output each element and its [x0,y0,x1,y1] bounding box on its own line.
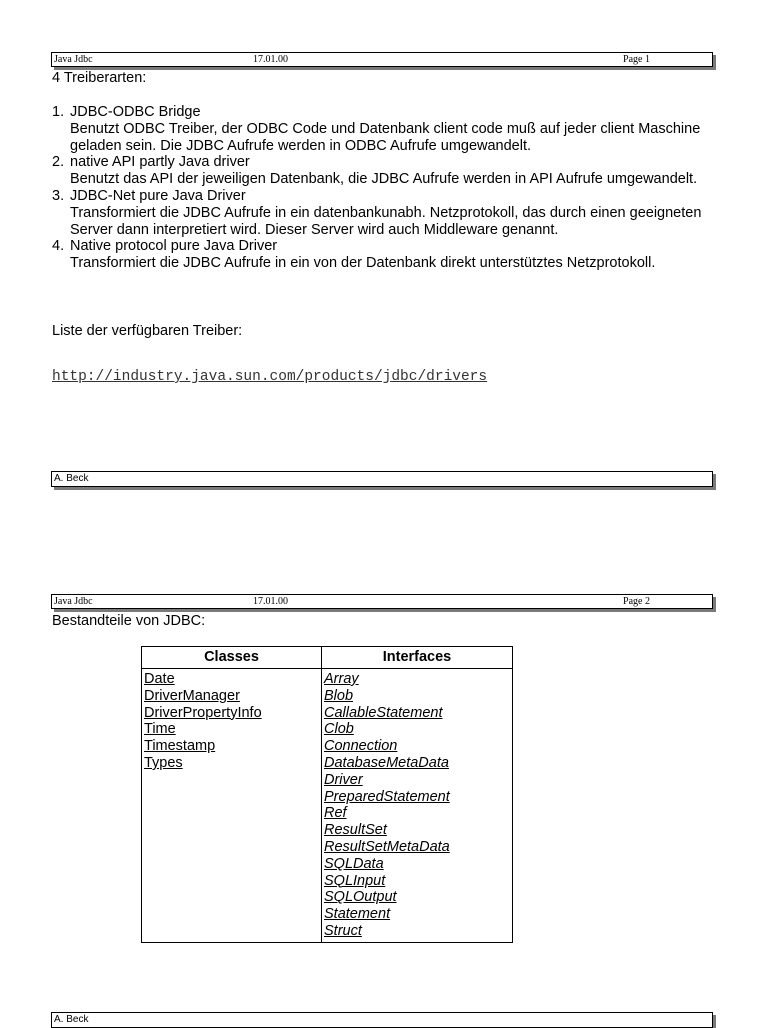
page-1-heading: 4 Treiberarten: [52,70,147,86]
interface-link[interactable]: SQLInput [324,872,386,889]
table-row [142,669,513,943]
class-link[interactable]: Types [144,754,183,771]
list-item [52,238,732,272]
interface-link[interactable]: Ref [324,805,347,822]
class-link[interactable]: DriverPropertyInfo [144,704,262,721]
interface-link[interactable]: SQLData [324,855,384,872]
page-2-heading: Bestandteile von JDBC: [52,613,206,629]
driver-list-label: Liste der verfügbaren Treiber: [52,323,243,339]
interface-link[interactable]: Blob [324,687,354,704]
interface-link[interactable]: Connection [324,738,398,755]
class-link[interactable]: DriverManager [144,687,240,704]
drivers-url-link[interactable]: http://industry.java.sun.com/products/jdbc/drivers [52,369,488,385]
page-2-footer [51,1012,713,1028]
header-page-number: Page 2 [623,596,650,607]
driver-description: Benutzt ODBC Treiber, der ODBC Code und Datenbank client code muß auf jeder client Maschine [70,120,701,137]
interface-link[interactable]: ResultSet [324,822,387,839]
list-item [52,188,732,238]
interfaces-column-header: Interfaces [322,647,513,669]
class-link[interactable]: Time [144,721,176,738]
interface-link[interactable]: Clob [324,721,354,738]
interface-link[interactable]: Struct [324,922,362,939]
interface-link[interactable]: Statement [324,906,391,923]
interface-link[interactable]: CallableStatement [324,704,443,721]
header-page-number: Page 1 [623,54,650,65]
driver-types-list [52,104,732,272]
list-item [52,154,732,188]
table-header-row [142,647,513,669]
classes-cell [142,669,322,943]
class-link[interactable]: Date [144,671,175,687]
jdbc-components-table [141,646,513,943]
driver-title: native API partly Java driver [70,154,250,171]
footer-author: A. Beck [54,1014,89,1025]
driver-description: Server dann interpretiert wird. Dieser Server wird auch Middleware genannt. [70,221,559,238]
driver-title: JDBC-Net pure Java Driver [70,187,246,204]
interface-link[interactable]: Driver [324,771,363,788]
interface-link[interactable]: DatabaseMetaData [324,754,449,771]
list-item [52,104,732,154]
page-1-footer [51,471,713,487]
driver-description: Benutzt das API der jeweiligen Datenbank, die JDBC Aufrufe werden in API Aufrufe umgewandelt. [70,171,698,188]
list-number: 3. [52,187,65,204]
header-doc-title: Java Jdbc [54,596,93,607]
page-2-header [51,594,713,609]
page-1-header [51,52,713,67]
list-number: 1. [52,104,65,120]
interface-link[interactable]: Array [324,671,359,687]
driver-description: Transformiert die JDBC Aufrufe in ein datenbankunabh. Netzprotokoll, das durch einen geeigneten [70,204,702,221]
header-doc-title: Java Jdbc [54,54,93,65]
class-link[interactable]: Timestamp [144,738,216,755]
driver-title: JDBC-ODBC Bridge [70,104,201,120]
interface-link[interactable]: ResultSetMetaData [324,838,450,855]
header-date: 17.01.00 [253,596,288,607]
classes-column-header: Classes [142,647,322,669]
list-number: 2. [52,154,65,171]
interface-link[interactable]: SQLOutput [324,889,397,906]
header-date: 17.01.00 [253,54,288,65]
footer-author: A. Beck [54,473,89,484]
list-number: 4. [52,238,65,255]
interface-link[interactable]: PreparedStatement [324,788,450,805]
driver-title: Native protocol pure Java Driver [70,238,278,255]
driver-description: Transformiert die JDBC Aufrufe in ein von der Datenbank direkt unterstütztes Netzprotokoll. [70,255,656,272]
driver-description: geladen sein. Die JDBC Aufrufe werden in ODBC Aufrufe umgewandelt. [70,137,532,154]
interfaces-cell [322,669,513,943]
